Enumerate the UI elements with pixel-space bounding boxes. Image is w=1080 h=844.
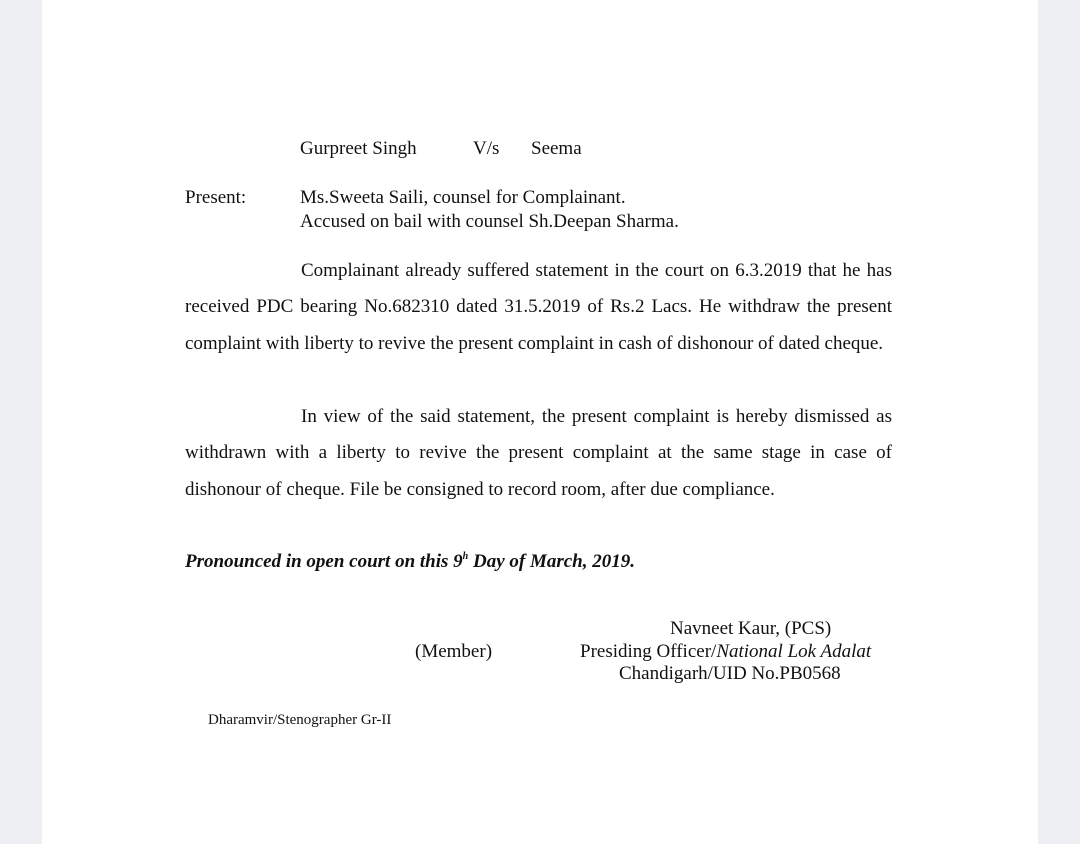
pronouncement-text: Pronounced in open court on this 9 [185,551,463,572]
stenographer-footer: Dharamvir/Stenographer Gr-II [208,712,392,728]
presiding-officer-title-italic: National Lok Adalat [716,641,872,662]
present-line-complainant-counsel: Ms.Sweeta Saili, counsel for Complainant. [300,187,626,208]
accused-name: Seema [531,138,582,159]
versus-label: V/s [473,138,500,159]
presiding-officer-location: Chandigarh/UID No.PB0568 [619,663,841,684]
complainant-name: Gurpreet Singh [300,138,417,159]
present-line-accused-counsel: Accused on bail with counsel Sh.Deepan Sharma. [300,211,679,232]
presiding-officer-title [580,640,871,664]
day-superscript: h [462,551,469,562]
member-label: (Member) [415,641,493,662]
pronouncement-line [185,548,635,576]
order-paragraph-2: In view of the said statement, the present complaint is hereby dismissed as withdrawn with a liberty to revive the present complaint at the same stage in case of dishonour of cheque. File be consigned to record room, after due compliance. [185,406,892,500]
present-label: Present: [185,187,247,208]
pronouncement-date: Day of March, 2019. [468,551,636,572]
order-paragraph-1: Complainant already suffered statement in the court on 6.3.2019 that he has received PDC bearing No.682310 dated 31.5.2019 of Rs.2 Lacs. He withdraw the present complaint with liberty to revive the present complaint in cash of dishonour of dated cheque. [185,260,892,354]
document-page [42,0,1038,844]
presiding-officer-name: Navneet Kaur, (PCS) [670,618,832,639]
presiding-officer-title-plain: Presiding Officer/ [580,641,717,662]
